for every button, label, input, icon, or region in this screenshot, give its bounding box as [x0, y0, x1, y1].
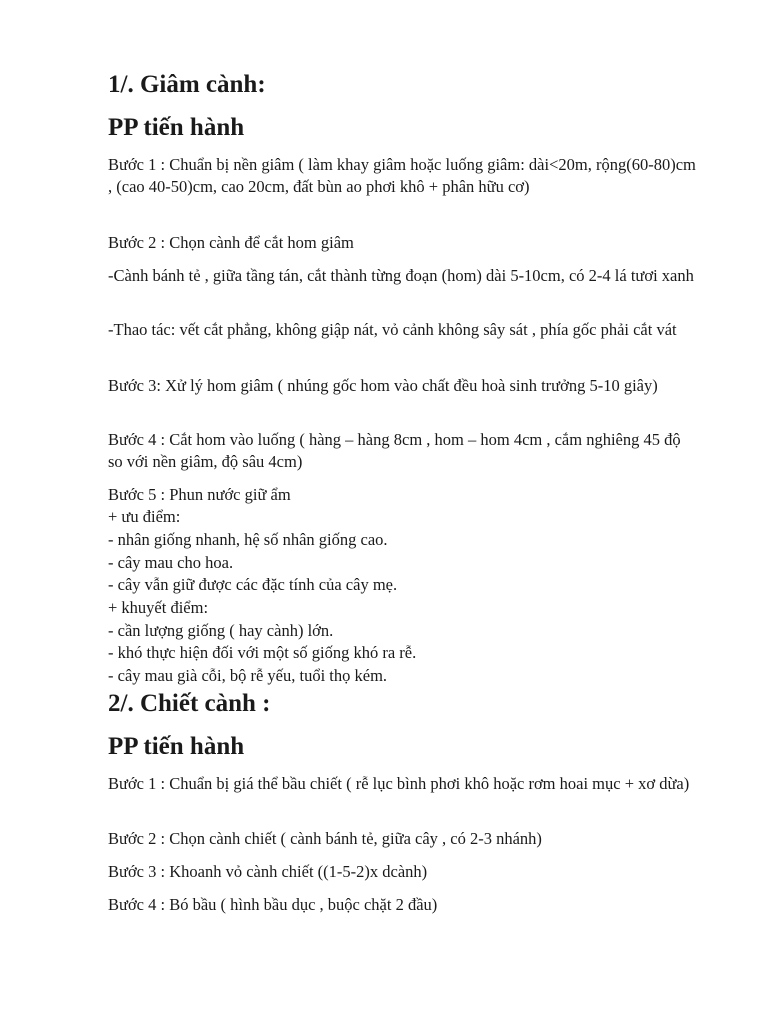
list-item: - nhân giống nhanh, hệ số nhân giống cao. [108, 530, 388, 549]
section1-subtitle: PP tiến hành [108, 114, 245, 141]
section1-step1: Bước 1 : Chuẩn bị nền giâm ( làm khay giâm hoặc luống giâm: dài<20m, rộng(60-80)cm , (cao 40-50)cm, cao 20cm, đất bùn ao phơi khô + phân hữu cơ) [108, 155, 696, 196]
list-item-advantages-heading: + ưu điểm: [108, 507, 181, 526]
section2-subtitle: PP tiến hành [108, 733, 245, 760]
section1-note1: -Cành bánh tẻ , giữa tầng tán, cắt thành từng đoạn (hom) dài 5-10cm, có 2-4 lá tươi xanh [108, 266, 694, 285]
list-item: - cần lượng giống ( hay cành) lớn. [108, 621, 334, 640]
list-item: - khó thực hiện đối với một số giống khó ra rễ. [108, 643, 417, 662]
section1-title: 1/. Giâm cành: [108, 71, 266, 98]
section1-step2: Bước 2 : Chọn cành để cắt hom giâm [108, 233, 354, 252]
list-item: - cây vẫn giữ được các đặc tính của cây mẹ. [108, 575, 398, 594]
section1-note2: -Thao tác: vết cắt phẳng, không giập nát, vỏ cảnh không sây sát , phía gốc phải cắt vát [108, 320, 677, 339]
list-item: - cây mau cho hoa. [108, 553, 234, 572]
section2-step1: Bước 1 : Chuẩn bị giá thể bầu chiết ( rễ lục bình phơi khô hoặc rơm hoai mục + xơ dừa) [108, 774, 690, 793]
section2-step3: Bước 3 : Khoanh vỏ cành chiết ((1-5-2)x dcành) [108, 862, 428, 881]
section2-step4: Bước 4 : Bó bầu ( hình bầu dục , buộc chặt 2 đầu) [108, 895, 438, 914]
section2-title: 2/. Chiết cành : [108, 690, 271, 717]
section1-step3: Bước 3: Xử lý hom giâm ( nhúng gốc hom vào chất đều hoà sinh trưởng 5-10 giây) [108, 376, 658, 395]
list-item-disadvantages-heading: + khuyết điểm: [108, 598, 209, 617]
section2-step2: Bước 2 : Chọn cành chiết ( cành bánh tẻ, giữa cây , có 2-3 nhánh) [108, 829, 542, 848]
section1-step5: Bước 5 : Phun nước giữ ẩm [108, 485, 291, 504]
section1-step4: Bước 4 : Cắt hom vào luống ( hàng – hàng 8cm , hom – hom 4cm , cắm nghiêng 45 độ so với nền giâm, độ sâu 4cm) [108, 430, 681, 471]
list-item: - cây mau già cỗi, bộ rễ yếu, tuổi thọ kém. [108, 666, 388, 685]
